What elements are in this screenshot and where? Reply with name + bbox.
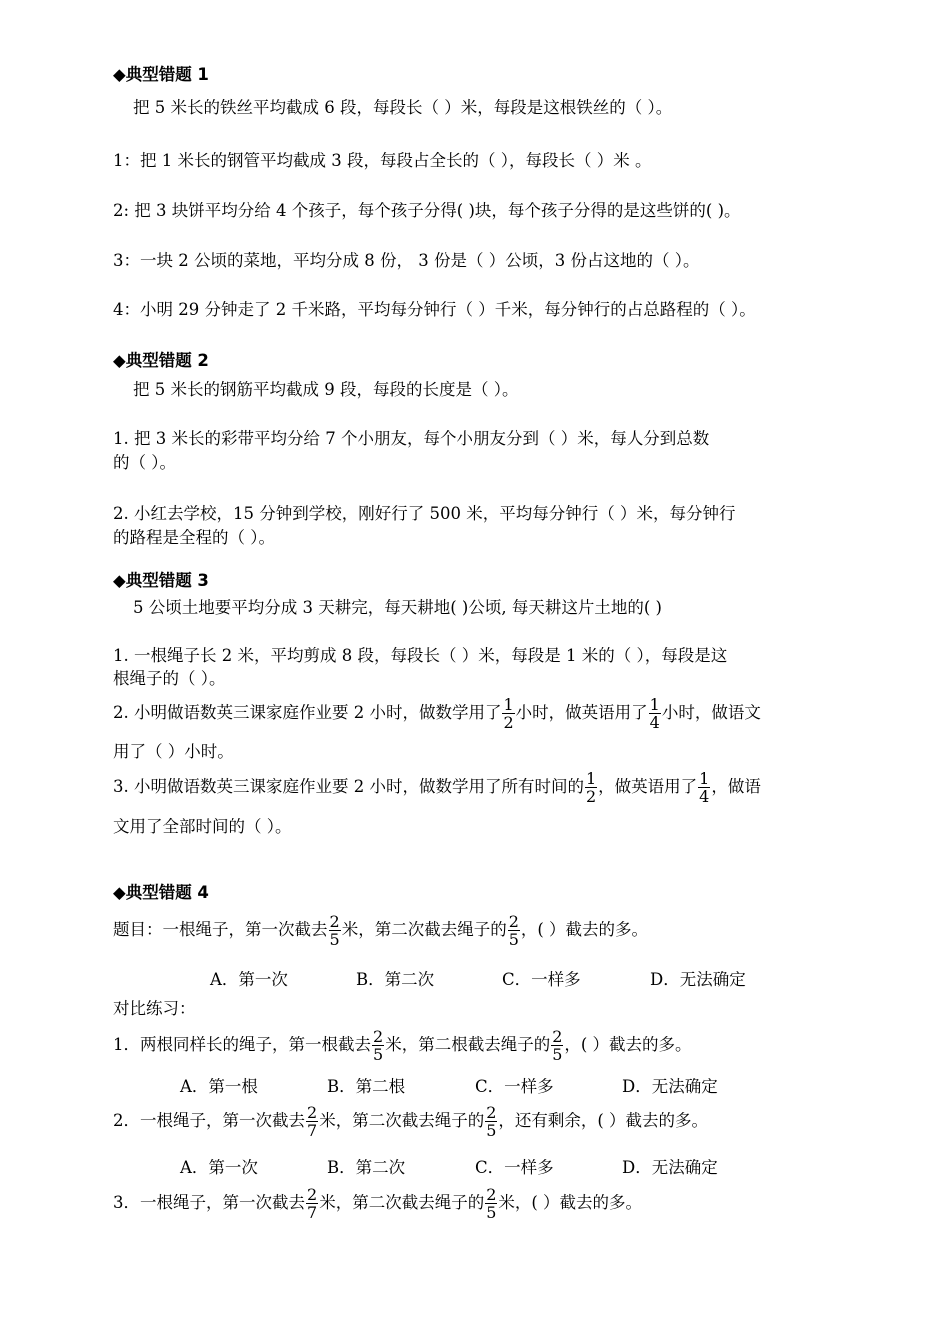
compare-practice-label: 对比练习： (113, 999, 196, 1018)
fraction-one-half: $\frac{1}{2}$ (503, 695, 514, 732)
option-b: B．第二次 (356, 970, 435, 989)
section-1-main-question: 把 5 米长的铁丝平均截成 6 段，每段长（ ）米，每段是这根铁丝的（ ）。 (133, 98, 673, 117)
section-3-question-1-line-2: 根绳子的（ ）。 (113, 669, 226, 688)
section-3-main-question: 5 公顷土地要平均分成 3 天耕完，每天耕地( )公顷, 每天耕这片土地的( ) (133, 598, 662, 617)
section-1-question-4: 4：小明 29 分钟走了 2 千米路，平均每分钟行（ ）千米，每分钟行的占总路程的（ ）。 (113, 300, 756, 319)
p2-option-c: C．一样多 (475, 1158, 554, 1177)
section-2-question-1-line-2: 的（ ）。 (113, 453, 176, 472)
fraction-two-fifths: $\frac{2}{5}$ (486, 1103, 497, 1140)
section-3-title: ◆典型错题 3 (113, 571, 209, 590)
section-2-question-2-line-2: 的路程是全程的（ ）。 (113, 528, 275, 547)
section-2-question-2-line-1: 2. 小红去学校，15 分钟到学校，刚好行了 500 米，平均每分钟行（ ）米，每分钟行 (113, 504, 736, 523)
fraction-two-fifths: $\frac{2}{5}$ (486, 1185, 497, 1222)
section-1-question-1: 1：把 1 米长的钢管平均截成 3 段，每段占全长的（ ），每段长（ ）米 。 (113, 151, 652, 170)
p2-option-a: A．第一次 (180, 1158, 258, 1177)
p2-option-b: B．第二次 (327, 1158, 406, 1177)
fraction-one-quarter: $\frac{1}{4}$ (699, 769, 710, 806)
p1-option-a: A．第一根 (180, 1077, 258, 1096)
section-4-main-question: 题目：一根绳子，第一次截去 $\frac{2}{5}$ 米，第二次截去绳子的 $\frac{2}{5}$ ，( ）截去的多。 (113, 912, 649, 949)
p1-option-b: B．第二根 (327, 1077, 406, 1096)
q3-text-a: 3. 小明做语数英三课家庭作业要 2 小时，做数学用了所有时间的 (113, 777, 584, 796)
section-2-main-question: 把 5 米长的钢筋平均截成 9 段，每段的长度是（ ）。 (133, 380, 519, 399)
practice-question-1: 1．两根同样长的绳子，第一根截去 $\frac{2}{5}$ 米，第二根截去绳子的 $\frac{2}{5}$ ，( ）截去的多。 (113, 1027, 692, 1064)
fraction-two-fifths: $\frac{2}{5}$ (329, 912, 340, 949)
q2-text-c: 小时，做语文 (661, 703, 761, 722)
q3-text-c: ，做语 (711, 777, 761, 796)
fraction-one-half: $\frac{1}{2}$ (585, 769, 597, 806)
fraction-two-sevenths: $\frac{2}{7}$ (307, 1185, 318, 1222)
section-3-question-2-line-2: 用了（ ）小时。 (113, 742, 234, 761)
section-2-title: ◆典型错题 2 (113, 351, 209, 370)
q3-text-b: ，做英语用了 (598, 777, 698, 796)
p1-option-c: C．一样多 (475, 1077, 554, 1096)
section-4-title: ◆典型错题 4 (113, 883, 209, 902)
section-3-question-1-line-1: 1. 一根绳子长 2 米，平均剪成 8 段，每段长（ ）米，每段是 1 米的（ ），每段是这 (113, 646, 728, 665)
section-1-question-3: 3：一块 2 公顷的菜地，平均分成 8 份， 3 份是（ ）公顷，3 份占这地的（ ）。 (113, 251, 700, 270)
section-3-question-3-line-2: 文用了全部时间的（ ）。 (113, 817, 292, 836)
option-c: C．一样多 (502, 970, 581, 989)
fraction-two-sevenths: $\frac{2}{7}$ (307, 1103, 318, 1140)
fraction-two-fifths: $\frac{2}{5}$ (373, 1027, 384, 1064)
section-3-question-2-line-1 (113, 696, 761, 731)
option-a: A．第一次 (210, 970, 288, 989)
fraction-one-quarter: $\frac{1}{4}$ (649, 695, 660, 732)
option-d: D．无法确定 (650, 970, 746, 989)
section-1-question-2: 2: 把 3 块饼平均分给 4 个孩子，每个孩子分得( )块，每个孩子分得的是这些饼的( )。 (113, 201, 741, 220)
section-2-question-1-line-1: 1. 把 3 米长的彩带平均分给 7 个小朋友，每个小朋友分到（ ）米，每人分到总数 (113, 429, 710, 448)
fraction-two-fifths: $\frac{2}{5}$ (508, 912, 519, 949)
section-3-question-3-line-1 (113, 770, 761, 805)
fraction-two-fifths: $\frac{2}{5}$ (552, 1027, 563, 1064)
p1-option-d: D．无法确定 (622, 1077, 718, 1096)
section-1-title: ◆典型错题 1 (113, 65, 209, 84)
practice-question-2: 2．一根绳子，第一次截去 $\frac{2}{7}$ 米，第二次截去绳子的 $\frac{2}{5}$ ，还有剩余，( ）截去的多。 (113, 1103, 709, 1140)
p2-option-d: D．无法确定 (622, 1158, 718, 1177)
practice-question-3: 3．一根绳子，第一次截去 $\frac{2}{7}$ 米，第二次截去绳子的 $\frac{2}{5}$ 米，( ）截去的多。 (113, 1185, 643, 1222)
q2-text-a: 2. 小明做语数英三课家庭作业要 2 小时，做数学用了 (113, 703, 502, 722)
q2-text-b: 小时，做英语用了 (515, 703, 648, 722)
